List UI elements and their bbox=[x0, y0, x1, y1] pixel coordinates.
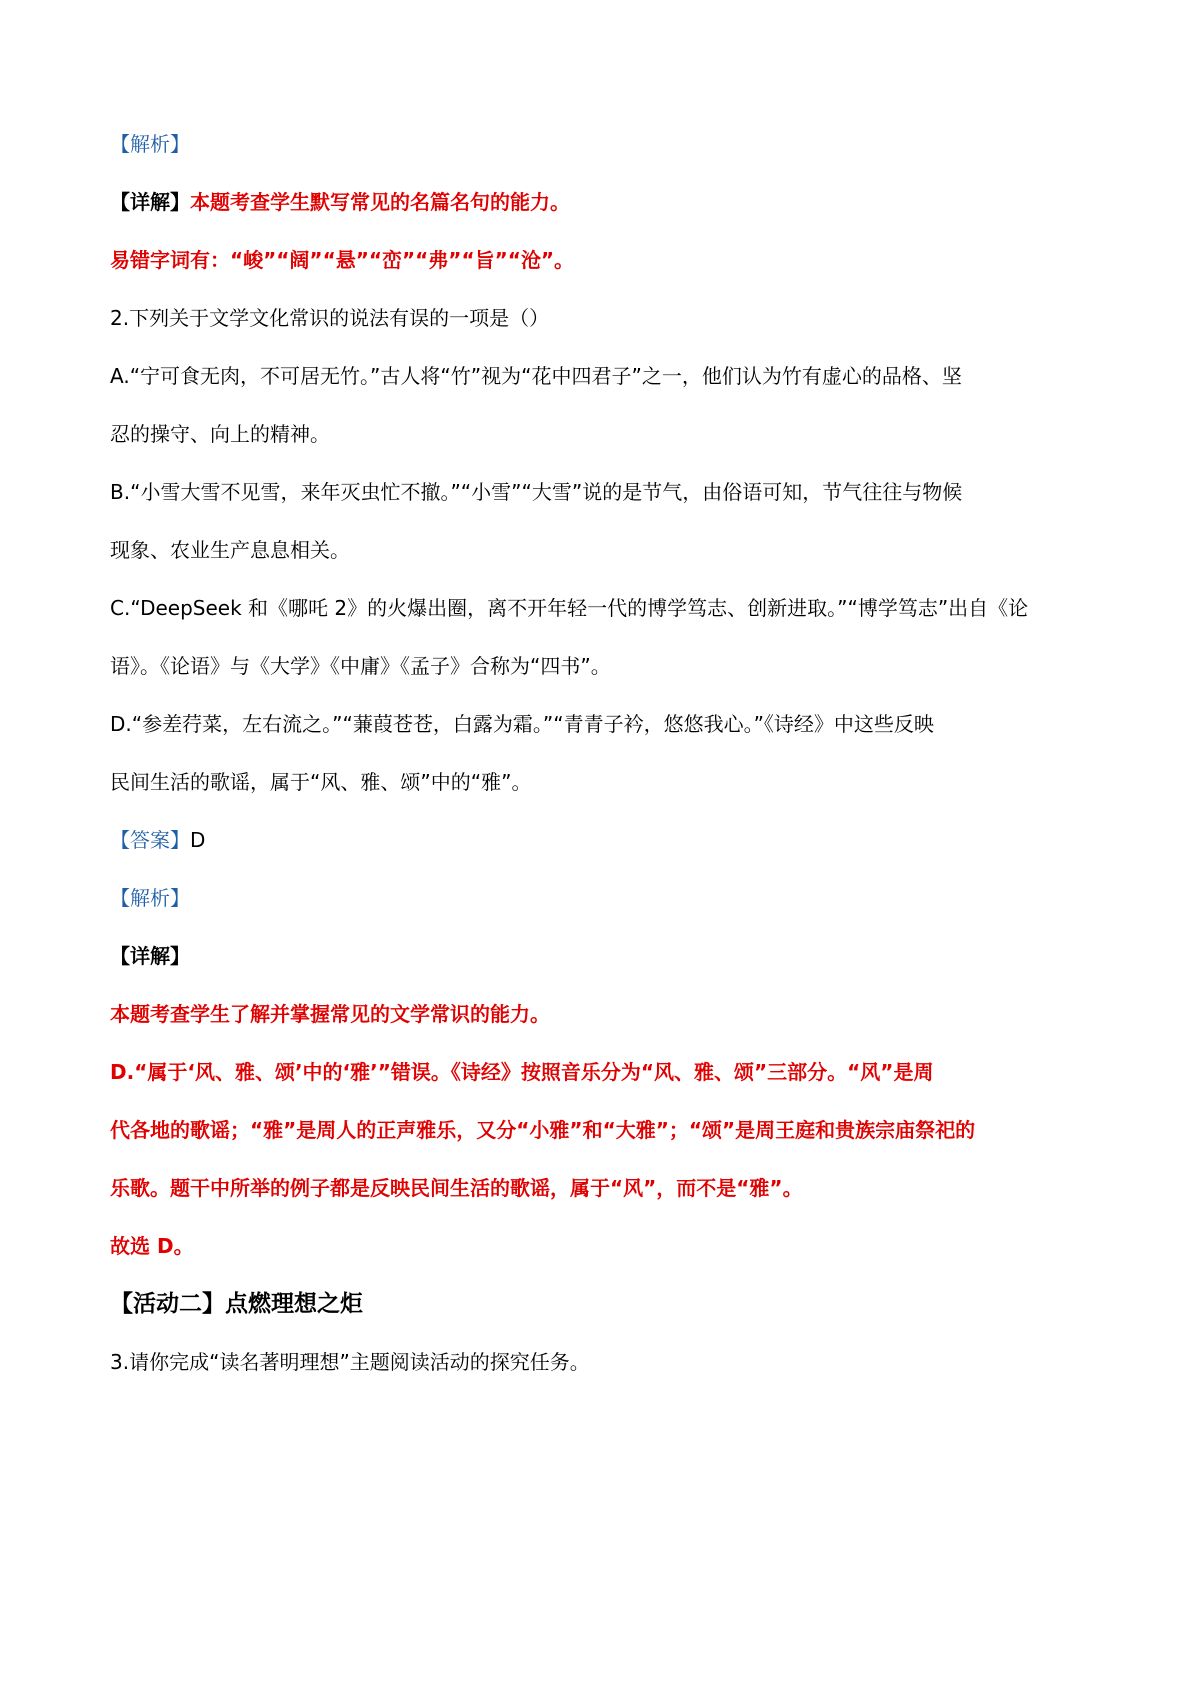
option-d-line-1: D.“参差荇菜，左右流之。”“蒹葭苍苍，白露为霜。”“青青子衿，悠悠我心。”《诗经》中这些反映 bbox=[110, 712, 934, 736]
detail-line-1: 本题考查学生了解并掌握常见的文学常识的能力。 bbox=[110, 1002, 550, 1026]
answer-line bbox=[110, 826, 205, 854]
typo-words-line: 易错字词有：“峻”“阔”“悬”“峦”“弗”“旨”“沧”。 bbox=[110, 248, 575, 272]
detail-tag-2: 【详解】 bbox=[110, 944, 190, 968]
activity-2-heading: 【活动二】点燃理想之炬 bbox=[110, 1291, 363, 1317]
option-a-line-2: 忍的操守、向上的精神。 bbox=[110, 422, 330, 446]
answer-tag: 【答案】 bbox=[110, 828, 190, 852]
option-c-line-1: C.“DeepSeek 和《哪吒 2》的火爆出圈，离不开年轻一代的博学笃志、创新进取。”“博学笃志”出自《论 bbox=[110, 596, 1029, 620]
answer-value: D bbox=[190, 828, 206, 852]
option-b-line-1: B.“小雪大雪不见雪，来年灭虫忙不撤。”“小雪”“大雪”说的是节气，由俗语可知，节气往往与物候 bbox=[110, 480, 963, 504]
option-d-line-2: 民间生活的歌谣，属于“风、雅、颂”中的“雅”。 bbox=[110, 770, 532, 794]
option-b-line-2: 现象、农业生产息息相关。 bbox=[110, 538, 350, 562]
detail-text: 本题考查学生默写常见的名篇名句的能力。 bbox=[190, 190, 570, 214]
analysis-tag: 【解析】 bbox=[110, 132, 190, 156]
detail-tag: 【详解】 bbox=[110, 190, 190, 214]
detail-line-4: 乐歌。题干中所举的例子都是反映民间生活的歌谣，属于“风”，而不是“雅”。 bbox=[110, 1176, 803, 1200]
detail-line-5: 故选 D。 bbox=[110, 1234, 194, 1258]
detail-line-3: 代各地的歌谣；“雅”是周人的正声雅乐，又分“小雅”和“大雅”；“颂”是周王庭和贵族宗庙祭祀的 bbox=[110, 1118, 976, 1142]
option-c-line-2: 语》。《论语》与《大学》《中庸》《孟子》合称为“四书”。 bbox=[110, 654, 611, 678]
question-2-stem: 2.下列关于文学文化常识的说法有误的一项是（） bbox=[110, 306, 550, 330]
detail-line bbox=[110, 188, 570, 216]
analysis-tag-2: 【解析】 bbox=[110, 886, 190, 910]
question-3-stem: 3.请你完成“读名著明理想”主题阅读活动的探究任务。 bbox=[110, 1350, 590, 1374]
option-a-line-1: A.“宁可食无肉，不可居无竹。”古人将“竹”视为“花中四君子”之一，他们认为竹有虚心的品格、坚 bbox=[110, 364, 962, 388]
detail-line-2: D.“属于‘风、雅、颂’中的‘雅’”错误。《诗经》按照音乐分为“风、雅、颂”三部分。“风”是周 bbox=[110, 1060, 934, 1084]
